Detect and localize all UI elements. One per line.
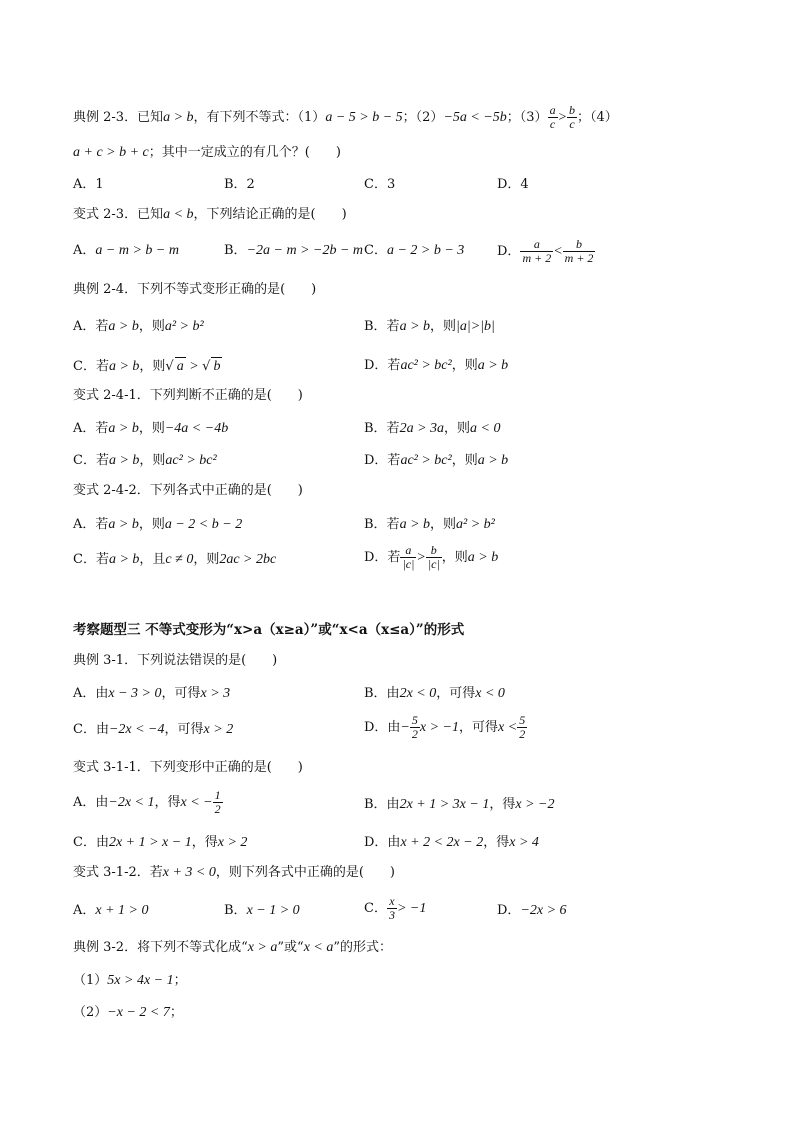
variant-2-4-2-option-d[interactable]: D．若 $\frac{a}{|c|}$ > $\frac{b}{|c|}$ ，则a > b <box>364 543 499 571</box>
variant-2-3-option-d[interactable]: D． $\frac{a}{m + 2}$ < $\frac{b}{m + 2}$ <box>497 237 594 265</box>
variant-2-4-1-option-c[interactable]: C．若a > b，则ac² > bc² <box>73 453 217 468</box>
variant-2-4-1-option-b[interactable]: B．若2a > 3a，则a < 0 <box>364 421 501 436</box>
example-3-1-option-b[interactable]: B．由2x < 0，可得x < 0 <box>364 686 505 701</box>
example-3-1-option-d[interactable]: D．由− $\frac{5}{2}$ x > −1，可得x < $\frac{5}{2}$ <box>364 713 526 741</box>
variant-2-4-1-option-d[interactable]: D．若ac² > bc²，则a > b <box>364 453 509 468</box>
variant-3-1-1-option-c[interactable]: C．由2x + 1 > x − 1，得x > 2 <box>73 835 248 850</box>
example-2-4-option-a[interactable]: A．若a > b，则a² > b² <box>73 319 204 334</box>
variant-3-1-1-stem: 变式 3-1-1．下列变形中正确的是( ) <box>73 760 303 775</box>
variant-3-1-1-option-a[interactable]: A．由−2x < 1，得x < − $\frac{1}{2}$ <box>73 788 221 816</box>
variant-2-4-2-option-a[interactable]: A．若a > b，则a − 2 < b − 2 <box>73 517 243 532</box>
example-3-1-option-c[interactable]: C．由−2x < −4，可得x > 2 <box>73 722 234 737</box>
example-3-1-option-a[interactable]: A．由x − 3 > 0，可得x > 3 <box>73 686 231 701</box>
variant-3-1-2-option-b[interactable]: B．x − 1 > 0 <box>224 903 300 918</box>
example-2-4-option-b[interactable]: B．若a > b，则|a|>|b| <box>364 319 495 334</box>
variant-3-1-1-option-d[interactable]: D．由x + 2 < 2x − 2，得x > 4 <box>364 835 539 850</box>
variant-3-1-1-option-b[interactable]: B．由2x + 1 > 3x − 1，得x > −2 <box>364 797 555 812</box>
variant-2-4-2-option-b[interactable]: B．若a > b，则a² > b² <box>364 517 495 532</box>
example-2-3-option-b[interactable]: B．2 <box>224 177 255 192</box>
variant-2-3-option-b[interactable]: B．−2a − m > −2b − m <box>224 243 364 258</box>
fraction-a-over-c: $\frac{a}{c}$ <box>549 103 556 131</box>
example-3-2-part-2: （2）−x − 2 < 7； <box>73 1005 183 1020</box>
example-3-1-stem: 典例 3-1．下列说法错误的是( ) <box>73 653 278 668</box>
section-3-heading: 考察题型三 不等式变形为“x>a（x≥a）”或“x<a（x≤a）”的形式 <box>73 622 465 638</box>
variant-2-4-1-option-a[interactable]: A．若a > b，则−4a < −4b <box>73 421 229 436</box>
variant-3-1-2-option-d[interactable]: D．−2x > 6 <box>497 903 567 918</box>
variant-2-3-stem: 变式 2-3．已知a < b，下列结论正确的是( ) <box>73 207 347 222</box>
example-2-3-stem-line1: 典例 2-3．已知a > b，有下列不等式：（1）a − 5 > b − 5；（2）−5a < −5b；（3） $\frac{a}{c}$ > $\frac{b}{c}$ ；（4） <box>73 103 618 131</box>
example-2-3-option-d[interactable]: D．4 <box>497 177 529 192</box>
variant-2-3-option-a[interactable]: A．a − m > b − m <box>73 243 179 258</box>
example-2-4-stem: 典例 2-4．下列不等式变形正确的是( ) <box>73 282 317 297</box>
variant-2-4-2-stem: 变式 2-4-2．下列各式中正确的是( ) <box>73 483 303 498</box>
example-2-3-option-a[interactable]: A．1 <box>73 177 104 192</box>
variant-3-1-2-option-c[interactable]: C． $\frac{x}{3}$ > −1 <box>364 894 427 922</box>
variant-2-3-option-c[interactable]: C．a − 2 > b − 3 <box>364 243 465 258</box>
fraction-b-over-c: $\frac{b}{c}$ <box>569 103 576 131</box>
variant-3-1-2-stem: 变式 3-1-2．若x + 3 < 0，则下列各式中正确的是( ) <box>73 865 395 880</box>
variant-2-4-2-option-c[interactable]: C．若a > b，且c ≠ 0，则2ac > 2bc <box>73 552 277 567</box>
example-2-3-option-c[interactable]: C．3 <box>364 177 396 192</box>
example-3-2-part-1: （1）5x > 4x − 1； <box>73 973 187 988</box>
sqrt-icon: √ <box>165 359 174 374</box>
example-2-4-option-d[interactable]: D．若ac² > bc²，则a > b <box>364 358 509 373</box>
sqrt-icon: √ <box>202 359 211 374</box>
variant-2-4-1-stem: 变式 2-4-1．下列判断不正确的是( ) <box>73 388 303 403</box>
variant-3-1-2-option-a[interactable]: A．x + 1 > 0 <box>73 903 149 918</box>
example-3-2-stem: 典例 3-2．将下列不等式化成“x > a”或“x < a”的形式： <box>73 940 393 955</box>
example-2-3-stem-line2: a + c > b + c；其中一定成立的有几个？( ) <box>73 145 341 160</box>
example-2-4-option-c[interactable]: C．若a > b，则√ a > √ b <box>73 359 221 374</box>
